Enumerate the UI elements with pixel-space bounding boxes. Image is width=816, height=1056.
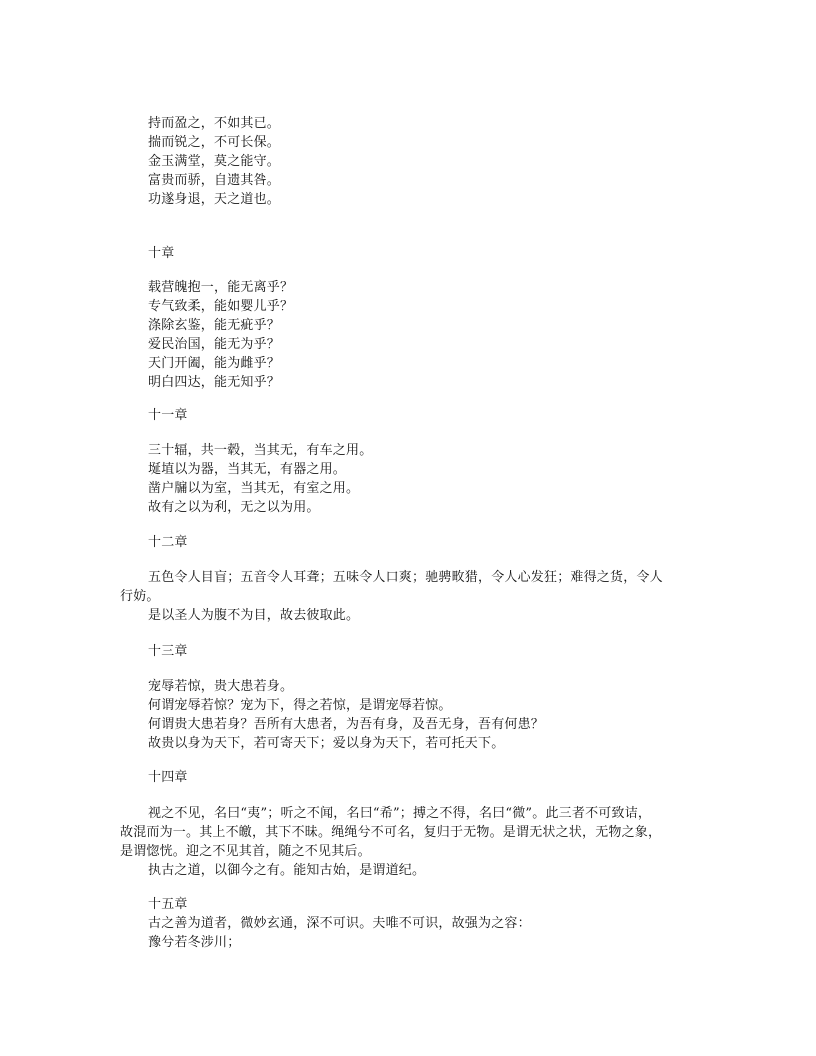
text-line: 埏埴以为器，当其无，有器之用。 [148,462,347,477]
text-line: 何谓贵大患若身？吾所有大患者，为吾有身，及吾无身，吾有何患？ [148,717,545,732]
text-line: 是谓惚恍。迎之不见其首，随之不见其后。 [120,844,371,859]
text-line: 揣而锐之，不可长保。 [148,135,281,150]
chapter-heading: 十章 [148,246,175,261]
text-line: 执古之道，以御今之有。能知古始，是谓道纪。 [148,863,426,878]
chapter-heading: 十一章 [148,408,188,423]
text-line: 明白四达，能无知乎？ [148,375,281,390]
text-line: 五色令人目盲；五音令人耳聋；五味令人口爽；驰骋畋猎，令人心发狂；难得之货，令人 [148,570,663,585]
text-line: 载营魄抱一，能无离乎？ [148,280,294,295]
text-line: 何谓宠辱若惊？宠为下，得之若惊，是谓宠辱若惊。 [148,698,452,713]
text-line: 豫兮若冬涉川； [148,935,241,950]
text-line: 行妨。 [120,589,160,604]
text-line: 持而盈之，不如其已。 [148,116,281,131]
text-line: 是以圣人为腹不为目，故去彼取此。 [148,608,360,623]
chapter-heading: 十四章 [148,770,188,785]
text-line: 故贵以身为天下，若可寄天下；爱以身为天下，若可托天下。 [148,736,505,751]
text-line: 涤除玄鉴，能无疵乎？ [148,318,281,333]
chapter-heading: 十五章 [148,897,188,912]
text-line: 天门开阖，能为雌乎？ [148,356,281,371]
text-line: 宠辱若惊，贵大患若身。 [148,679,294,694]
text-line: 富贵而骄，自遗其咎。 [148,173,281,188]
chapter-heading: 十三章 [148,644,188,659]
text-line: 爱民治国，能无为乎？ [148,337,281,352]
text-line: 故有之以为利，无之以为用。 [148,500,320,515]
text-line: 古之善为道者，微妙玄通，深不可识。夫唯不可识，故强为之容： [148,916,531,931]
text-line: 凿户牖以为室，当其无，有室之用。 [148,481,360,496]
text-line: 功遂身退，天之道也。 [148,192,281,207]
text-line: 金玉满堂，莫之能守。 [148,154,281,169]
text-line: 故混而为一。其上不皦，其下不昧。绳绳兮不可名，复归于无物。是谓无状之状，无物之象， [120,825,662,840]
text-line: 视之不见，名曰“夷”；听之不闻，名曰“希”；搏之不得，名曰“微”。此三者不可致诘， [148,806,652,821]
text-line: 专气致柔，能如婴儿乎？ [148,299,294,314]
chapter-heading: 十二章 [148,535,188,550]
text-line: 三十辐，共一毂，当其无，有车之用。 [148,443,373,458]
